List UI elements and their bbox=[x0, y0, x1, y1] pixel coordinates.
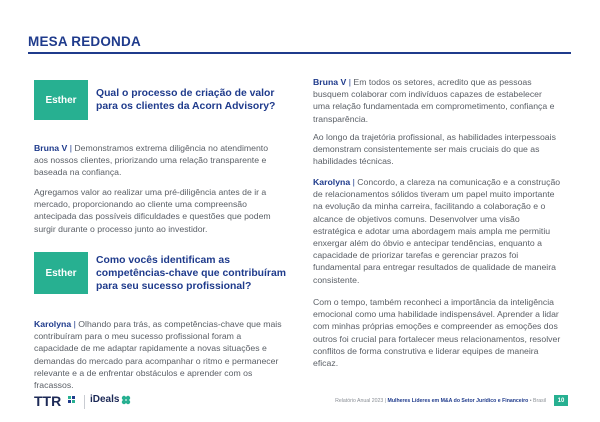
ttr-logo bbox=[34, 393, 80, 414]
page-number: 10 bbox=[554, 395, 568, 406]
answer-paragraph: Karolyna | Olhando para trás, as competências-chave que mais contribuíram para o meu sucesso profissional foram a capacidade de me adaptar rapidamente a novas situações e demandas do mercado para acompanhar o ritmo e permanecer relevante e a de enfrentar obstáculos e aprender com os fracassos. bbox=[34, 319, 282, 391]
question-text: Qual o processo de criação de valor para os clientes da Acorn Advisory? bbox=[96, 88, 276, 112]
speaker-name: Karolyna bbox=[313, 177, 351, 187]
answer-text: Em todos os setores, acredito que as pessoas busquem colaborar com indivíduos capazes de estabelecer uma relação fundamentada em comprometimento, confiança e transparência. bbox=[313, 77, 555, 124]
ideals-clover-icon bbox=[121, 395, 131, 405]
footer-report-caption: Relatório Anual 2023 | Mulheres Líderes em M&A do Setor Jurídico e Financeiro • Brasil bbox=[335, 398, 546, 404]
ideals-logo-text: iDeals bbox=[90, 394, 120, 405]
answer-paragraph bbox=[313, 131, 561, 168]
answer-text: Agregamos valor ao realizar uma pré-diligência antes de ir a mercado, proporcionando ao cliente uma compreensão antecipada das possíveis dificuldades e questões que podem surgir durante o processo junto ao investidor. bbox=[34, 187, 271, 234]
answer-paragraph bbox=[34, 186, 280, 235]
svg-text:TTR: TTR bbox=[34, 393, 62, 409]
speaker-name: Karolyna bbox=[34, 319, 72, 329]
answer-paragraph: Karolyna | Concordo, a clareza na comunicação e a construção de relacionamentos sólidos tiveram um papel muito importante na evolução da minha carreira, facilitando a colaboração e o alcance de objetivos comuns. Desenvolver uma visão estratégica e adotar uma abordagem mais ampla me permitiu enxergar além do óbvio e antecipar tendências, enquanto a capacidade de priorizar tarefas e gerenciar prazos foi fundamental para entregar resultados de qualidade de maneira consistente. bbox=[313, 177, 561, 285]
speaker-name: Bruna V bbox=[34, 143, 68, 153]
answer-paragraph bbox=[313, 296, 561, 369]
speaker-name: Bruna V bbox=[313, 77, 347, 87]
answer-paragraph: Bruna V | Em todos os setores, acredito que as pessoas busquem colaborar com indivíduos capazes de estabelecer uma relação fundamentada em comprometimento, confiança e transparência. bbox=[313, 77, 555, 124]
title-divider bbox=[28, 52, 571, 54]
footer-logo-divider bbox=[84, 395, 85, 409]
question-speaker-badge: Esther bbox=[34, 252, 88, 294]
answer-paragraph: Bruna V | Demonstramos extrema diligência no atendimento aos nossos clientes, priorizando uma relação transparente e baseada na confiança. bbox=[34, 143, 269, 178]
question-block-2 bbox=[34, 252, 288, 294]
question-block-1 bbox=[34, 80, 288, 120]
ideals-logo bbox=[90, 394, 131, 405]
answer-text: Demonstramos extrema diligência no atendimento aos nossos clientes, priorizando uma relação transparente e baseada na confiança. bbox=[34, 143, 269, 178]
answer-text: Com o tempo, também reconheci a importância da inteligência emocional como uma habilidade indispensável. Aprender a lidar com minhas próprias emoções e compreender as emoções dos outros foi crucial para fortalecer meus relacionamentos, resolver conflitos de forma construtiva e liderar equipes de maneira eficaz. bbox=[313, 297, 561, 369]
question-text: Como vocês identificam as competências-chave que contribuíram para seu sucesso profissional? bbox=[96, 254, 286, 292]
answer-text: Olhando para trás, as competências-chave que mais contribuíram para o meu sucesso profissional foram a capacidade de me adaptar rapidamente a novas situações e demandas do mercado para acompanhar o ritmo e permanecer relevante e a de enfrentar obstáculos e aprender com os fracassos. bbox=[34, 319, 282, 391]
section-title: MESA REDONDA bbox=[28, 34, 141, 49]
answer-text: Concordo, a clareza na comunicação e a construção de relacionamentos sólidos tiveram um papel muito importante na evolução da minha carreira, facilitando a colaboração e o alcance de objetivos comuns. Desenvolver uma visão estratégica e adotar uma abordagem mais ampla me permitiu enxergar além do óbvio e antecipar tendências, enquanto a capacidade de priorizar tarefas e gerenciar prazos foi fundamental para entregar resultados de qualidade de maneira consistente. bbox=[313, 177, 561, 285]
question-speaker-badge: Esther bbox=[34, 80, 88, 120]
answer-text: Ao longo da trajetória profissional, as habilidades interpessoais demonstram consistentemente ser mais cruciais do que as habilidades técnicas. bbox=[313, 132, 556, 167]
ttr-logo-graphic bbox=[34, 393, 80, 409]
